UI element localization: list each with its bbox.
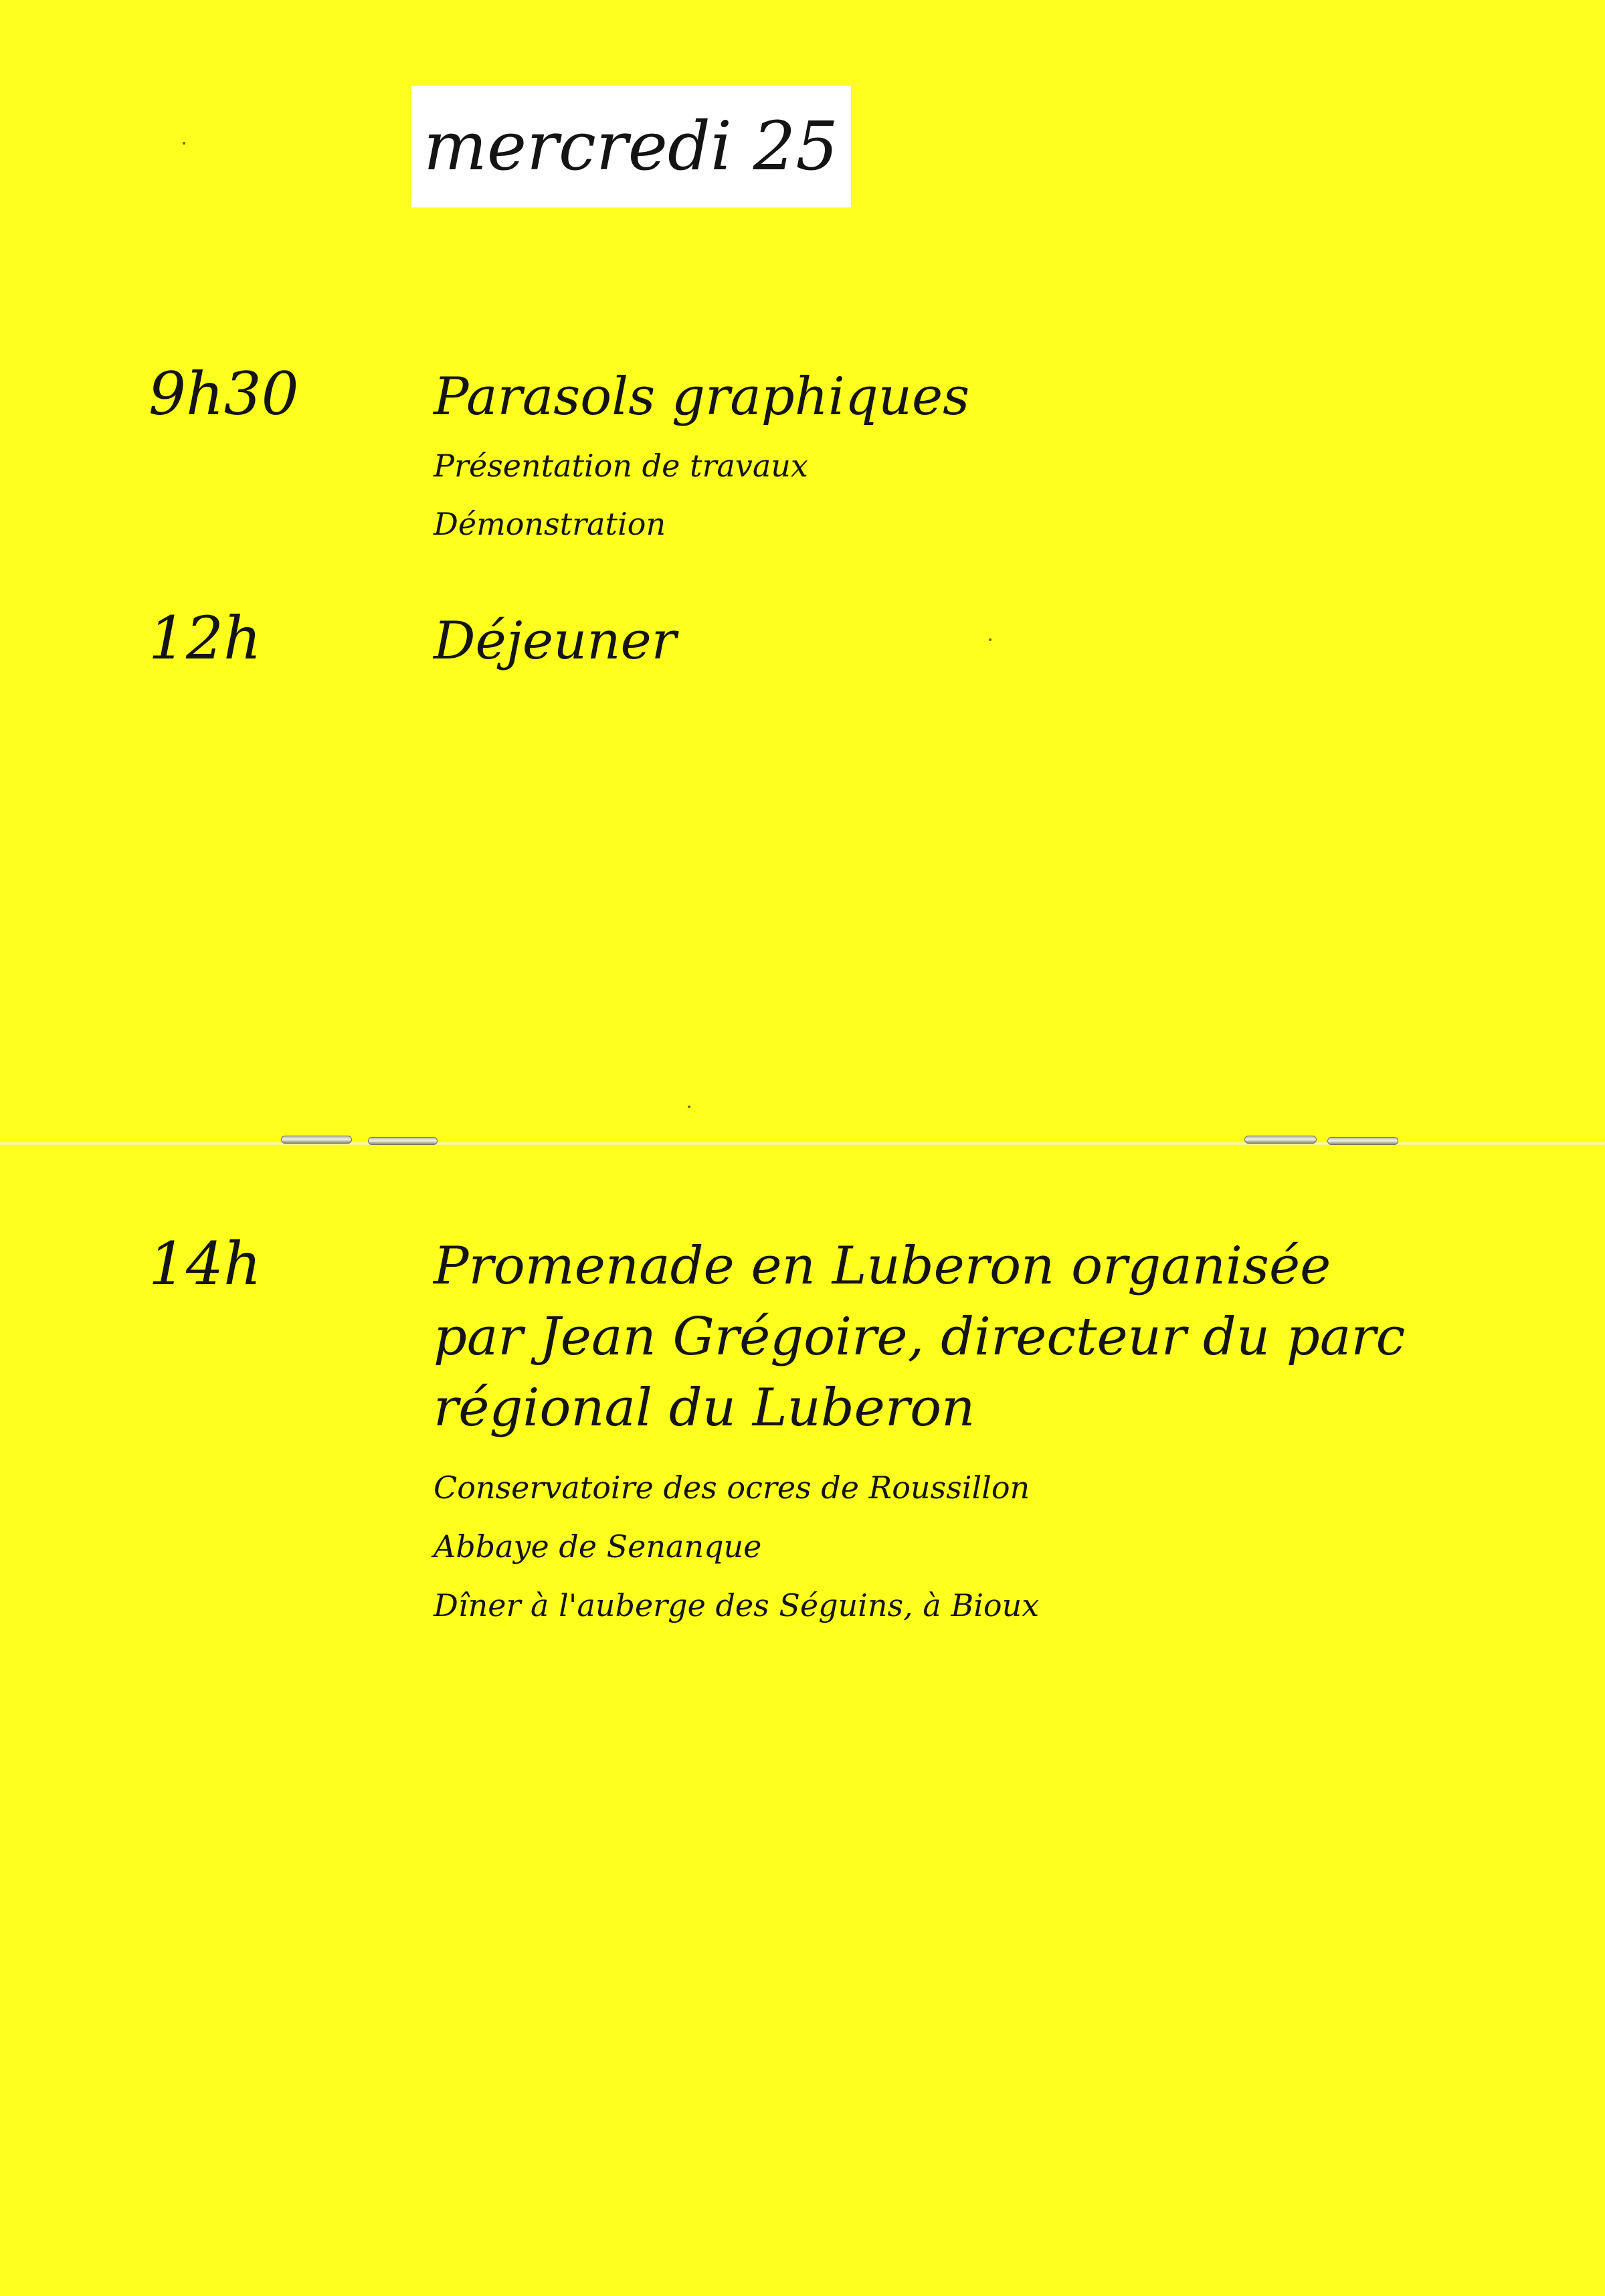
entry-detail: Présentation de travaux [434, 448, 808, 484]
entry-event [434, 609, 1571, 679]
entry-title: Parasols graphiques [434, 367, 970, 427]
entry-title: par Jean Grégoire, directeur du parc [434, 1307, 1406, 1367]
scan-speck [183, 142, 185, 145]
entry-time: 14h [149, 1229, 262, 1298]
entry-detail: Abbaye de Senanque [434, 1528, 762, 1565]
entry-title: Promenade en Luberon organisée [434, 1236, 1331, 1296]
entry-detail: Démonstration [434, 506, 666, 542]
scan-speck [989, 638, 992, 641]
entry-title: régional du Luberon [434, 1378, 975, 1438]
entry-detail: Conservatoire des ocres de Roussillon [434, 1470, 1030, 1506]
staple [1244, 1136, 1317, 1144]
staple [368, 1137, 438, 1145]
entry-details [434, 1458, 1571, 1635]
day-label [411, 86, 851, 207]
entry-time: 9h30 [149, 359, 299, 428]
scan-speck [688, 1106, 690, 1108]
entry-event [434, 1235, 1571, 1635]
staple [1327, 1137, 1398, 1145]
entry-details [434, 437, 1571, 553]
day-label-text: mercredi 25 [423, 107, 838, 185]
staple [281, 1136, 352, 1144]
entry-event [434, 365, 1571, 553]
entry-detail: Dîner à l'auberge des Séguins, à Bioux [434, 1587, 1040, 1623]
entry-title: Déjeuner [434, 611, 676, 671]
entry-time: 12h [149, 604, 262, 673]
